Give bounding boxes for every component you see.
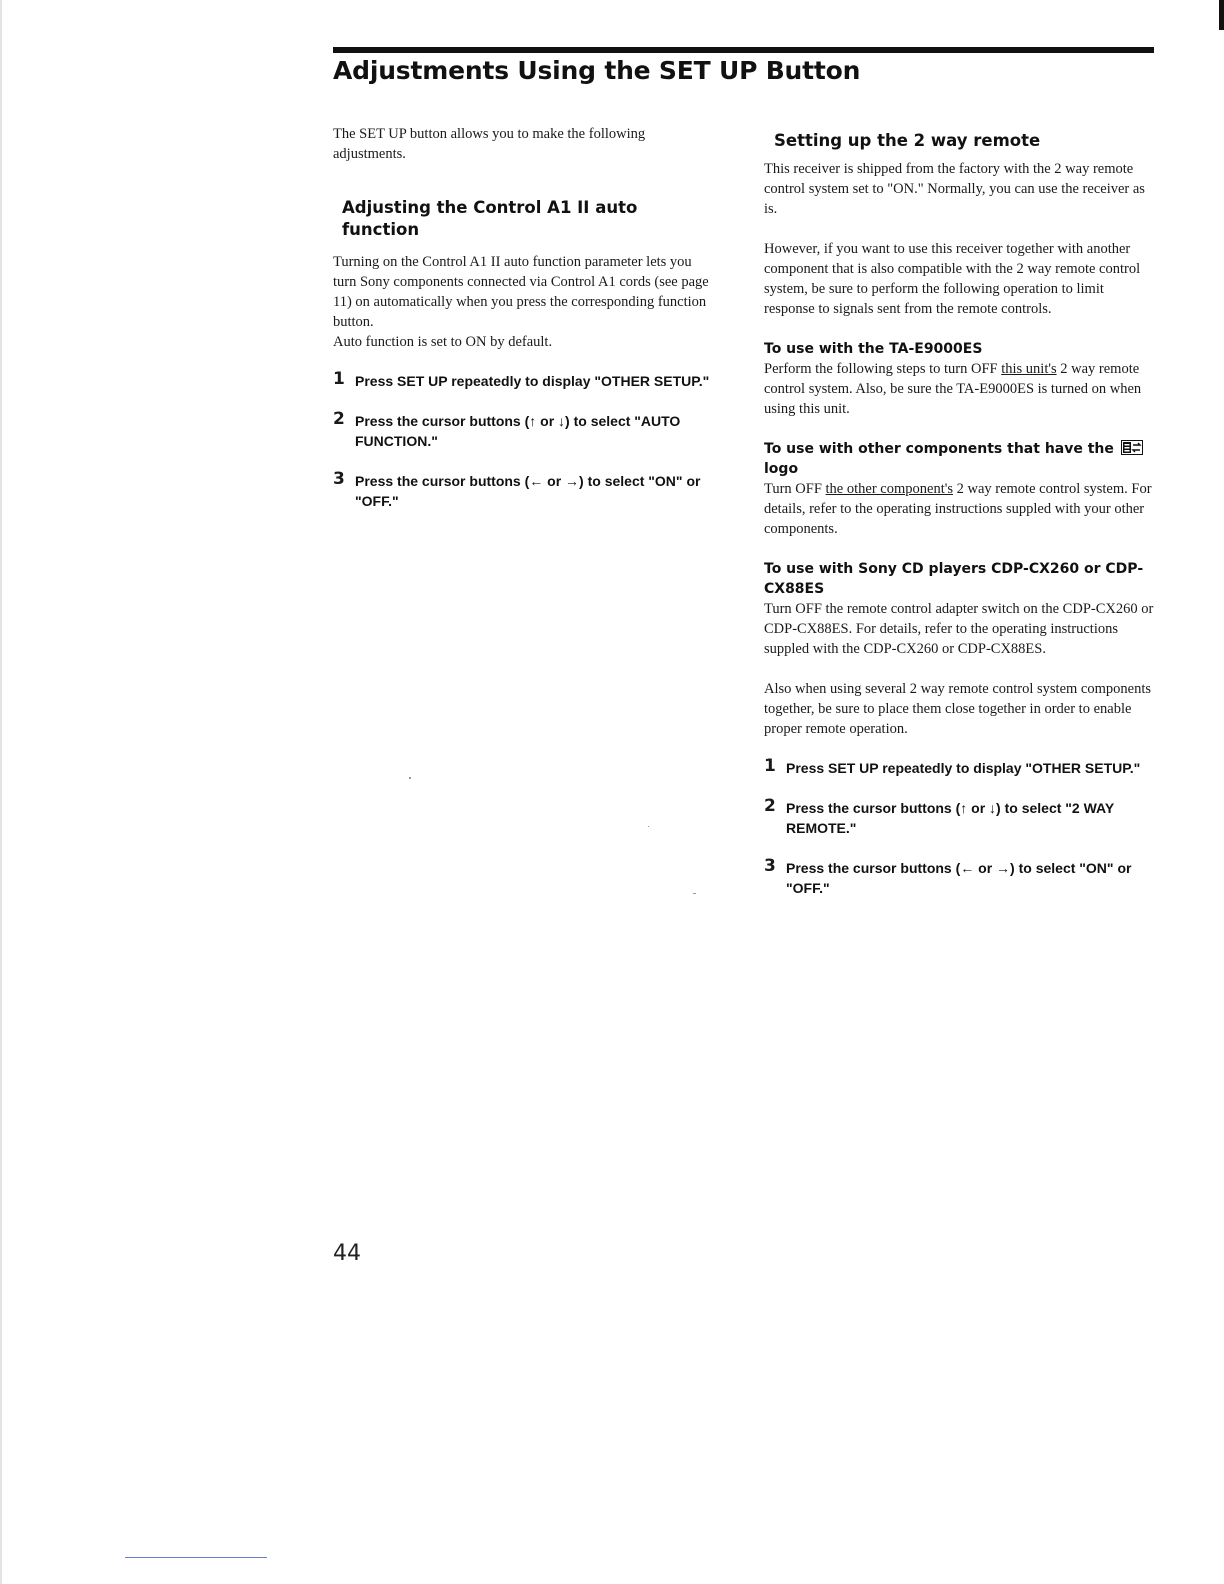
two-way-steps — [764, 758, 1156, 898]
sony-cd-players-text: Turn OFF the remote control adapter switch on the CDP-CX260 or CDP-CX88ES. For details, refer to the operating instructions suppled with the CDP-CX260 or CDP-CX88ES. — [764, 601, 1154, 657]
step-text: Press the cursor buttons (← or →) to select "ON" or "OFF." — [355, 473, 701, 509]
step-text: Press the cursor buttons (↑ or ↓) to select "AUTO FUNCTION." — [355, 413, 681, 449]
two-way-however: However, if you want to use this receiver together with another component that is also compatible with the 2 way remote control system, be sure to perform the following operation to limit response to signals sent from the remote controls. — [764, 241, 1141, 317]
scan-speck — [648, 826, 649, 827]
page-title: Adjustments Using the SET UP Button — [333, 56, 861, 85]
step-item — [764, 758, 1156, 778]
right-column — [764, 130, 1156, 898]
section-title-2-way-remote: Setting up the 2 way remote — [774, 131, 1041, 150]
step-text: Press SET UP repeatedly to display "OTHER SETUP." — [786, 760, 1141, 776]
section-title-auto-function: Adjusting the Control A1 II auto function — [342, 198, 638, 239]
underlined-text: this unit's — [1001, 361, 1057, 377]
step-item — [333, 411, 718, 451]
step-number: 3 — [333, 469, 345, 489]
header-rule — [333, 47, 1154, 53]
subhead-other-components: To use with other components that have the logo — [764, 439, 1156, 479]
step-item — [764, 798, 1156, 838]
step-text: Press SET UP repeatedly to display "OTHER SETUP." — [355, 373, 710, 389]
step-number: 3 — [764, 856, 776, 876]
scan-speck — [693, 893, 696, 894]
scan-speck — [409, 777, 411, 779]
several-components-text: Also when using several 2 way remote control system components together, be sure to place them close together in order to enable proper remote operation. — [764, 681, 1151, 737]
auto-function-default: Auto function is set to ON by default. — [333, 334, 553, 350]
other-components-text: Turn OFF the other component's 2 way remote control system. For details, refer to the operating instructions suppled with your other components. — [764, 481, 1152, 537]
step-text: Press the cursor buttons (← or →) to select "ON" or "OFF." — [786, 860, 1132, 896]
step-number: 1 — [333, 369, 345, 389]
step-number: 2 — [333, 409, 345, 429]
underlined-text: the other component's — [825, 481, 953, 497]
scan-edge — [0, 0, 2, 1584]
auto-function-body: Turning on the Control A1 II auto function parameter lets you turn Sony components connected via Control A1 cords (see page 11) on automatically when you press the corresponding function button. — [333, 254, 709, 330]
ta-e9000es-text: Perform the following steps to turn OFF this unit's 2 way remote control system. Also, be sure the TA-E9000ES is turned on when using this unit. — [764, 361, 1142, 417]
subhead-sony-cd-players: To use with Sony CD players CDP-CX260 or CDP-CX88ES — [764, 561, 1144, 597]
auto-function-steps — [333, 371, 718, 511]
step-number: 1 — [764, 756, 776, 776]
two-way-intro: This receiver is shipped from the factory with the 2 way remote control system set to "ON." Normally, you can use the receiver as is. — [764, 161, 1145, 217]
intro-text: The SET UP button allows you to make the following adjustments. — [333, 126, 646, 162]
2-way-remote-logo-icon — [1121, 440, 1143, 455]
subhead-ta-e9000es: To use with the TA-E9000ES — [764, 341, 983, 357]
step-text: Press the cursor buttons (↑ or ↓) to select "2 WAY REMOTE." — [786, 800, 1114, 836]
page-edge-mark — [1219, 0, 1224, 30]
bottom-rule — [125, 1557, 267, 1558]
left-column — [333, 124, 718, 511]
step-item — [333, 471, 718, 511]
step-number: 2 — [764, 796, 776, 816]
page-number: 44 — [333, 1241, 361, 1266]
step-item — [764, 858, 1156, 898]
step-item — [333, 371, 718, 391]
